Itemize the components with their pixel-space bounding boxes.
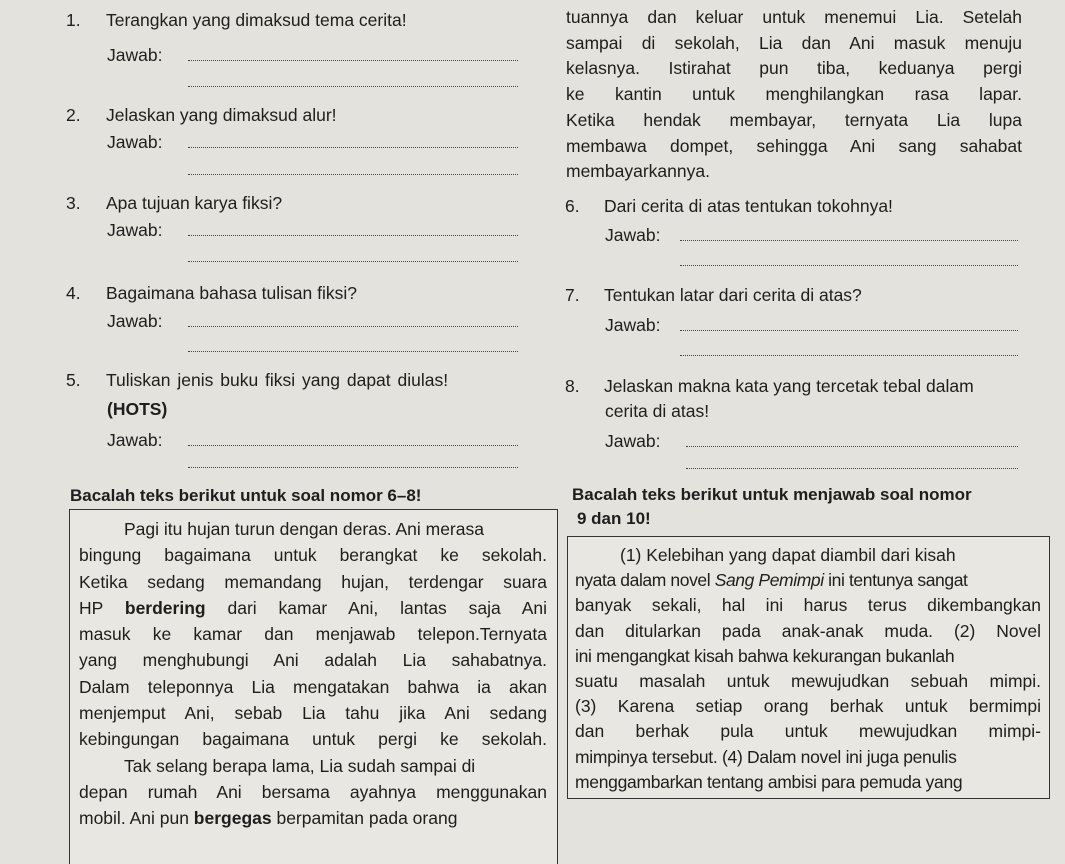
bold-word-berdering: berdering (124, 597, 206, 618)
story-box-line (79, 595, 547, 621)
story-box (69, 509, 558, 864)
story-box-line: bingung bagaimana untuk berangkat ke sekolah. (79, 545, 547, 566)
story-line: tuannya dan keluar untuk menemui Lia. Setelah (566, 7, 1022, 27)
novel-line: mimpinya tersebut. (4) Dalam novel ini juga penulis (575, 746, 957, 767)
question-4-text: Bagaimana bahasa tulisan fiksi? (106, 283, 357, 303)
answer-2-line-1[interactable] (188, 147, 518, 148)
question-4-number: 4. (66, 283, 81, 303)
answer-1-line-2[interactable] (188, 86, 518, 87)
question-3-number: 3. (66, 193, 81, 213)
novel-text-box (567, 536, 1050, 799)
question-5-hots: (HOTS) (107, 399, 168, 419)
text-fragment: ini tentunya sangat (823, 570, 968, 591)
answer-8-line-1[interactable] (686, 446, 1018, 447)
question-1-number: 1. (66, 10, 81, 30)
answer-8-label: Jawab: (605, 431, 661, 451)
question-5-number: 5. (66, 370, 81, 390)
answer-5-label: Jawab: (107, 430, 163, 450)
text-fragment: mobil. Ani pun (79, 808, 194, 829)
answer-3-label: Jawab: (107, 220, 163, 240)
answer-4-line-2[interactable] (188, 351, 518, 352)
story-box-line: Ketika sedang memandang hujan, terdengar suara (79, 571, 547, 592)
novel-line (575, 568, 1041, 593)
story-line: kelasnya. Istirahat pun tiba, keduanya pergi (566, 58, 1022, 79)
answer-8-line-2[interactable] (686, 468, 1018, 469)
text-fragment: HP (79, 597, 125, 618)
instruction-9-10-line-2: 9 dan 10! (577, 509, 651, 528)
answer-7-line-1[interactable] (680, 330, 1018, 331)
question-8-number: 8. (565, 376, 580, 396)
answer-6-line-2[interactable] (680, 265, 1018, 266)
question-7-text: Tentukan latar dari cerita di atas? (604, 285, 862, 305)
question-7-number: 7. (565, 285, 580, 305)
story-box-line (79, 805, 547, 831)
novel-line: banyak sekali, hal ini harus terus dikembangkan (575, 595, 1041, 616)
novel-line: menggambarkan tentang ambisi para pemuda yang (575, 771, 963, 792)
bold-word-bergegas: bergegas (193, 808, 272, 829)
answer-5-line-1[interactable] (188, 445, 518, 446)
story-box-line: depan rumah Ani bersama ayahnya menggunakan (79, 781, 547, 802)
novel-line: dan ditularkan pada anak-anak muda. (2) Novel (575, 620, 1041, 641)
answer-2-label: Jawab: (107, 132, 163, 152)
novel-title: Sang Pemimpi (714, 570, 824, 591)
novel-line: dan berhak pula untuk mewujudkan mimpi- (575, 721, 1041, 742)
story-box-line: masuk ke kamar dan menjawab telepon.Ternyata (79, 624, 547, 645)
story-line: sampai di sekolah, Lia dan Ani masuk menuju (566, 32, 1022, 53)
instruction-9-10-line-1: Bacalah teks berikut untuk menjawab soal nomor (572, 485, 972, 504)
novel-line: suatu masalah untuk mewujudkan sebuah mimpi. (575, 671, 1041, 692)
story-box-line: menjemput Ani, sebab Lia tahu jika Ani sedang (79, 703, 547, 724)
novel-line: (3) Karena setiap orang berhak untuk bermimpi (575, 696, 1041, 717)
answer-7-label: Jawab: (605, 315, 661, 335)
story-line: Ketika hendak membayar, ternyata Lia lupa (566, 109, 1022, 130)
story-continuation (566, 5, 1022, 185)
answer-2-line-2[interactable] (188, 174, 518, 175)
answer-3-line-2[interactable] (188, 261, 518, 262)
answer-3-line-1[interactable] (188, 235, 518, 236)
question-6-text: Dari cerita di atas tentukan tokohnya! (604, 196, 893, 216)
story-box-line: kebingungan bagaimana untuk pergi ke sekolah. (79, 729, 547, 750)
text-fragment: nyata dalam novel (575, 570, 715, 591)
answer-6-label: Jawab: (605, 225, 661, 245)
text-fragment: dari kamar Ani, lantas saja Ani (205, 597, 547, 618)
question-1-text: Terangkan yang dimaksud tema cerita! (106, 10, 407, 30)
question-8-text-cont: cerita di atas! (605, 401, 710, 421)
answer-1-line-1[interactable] (188, 60, 518, 61)
story-line: ke kantin untuk menghilangkan rasa lapar. (566, 84, 1022, 105)
answer-7-line-2[interactable] (680, 355, 1018, 356)
answer-5-line-2[interactable] (188, 467, 518, 468)
novel-line: (1) Kelebihan yang dapat diambil dari kisah (620, 545, 956, 565)
story-box-line: yang menghubungi Ani adalah Lia sahabatnya. (79, 650, 547, 671)
answer-6-line-1[interactable] (680, 240, 1018, 241)
text-fragment: berpamitan pada orang (271, 808, 458, 829)
question-2-number: 2. (66, 105, 81, 125)
story-box-line: Tak selang berapa lama, Lia sudah sampai di (124, 755, 476, 776)
novel-line: ini mengangkat kisah bahwa kekurangan bukanlah (575, 645, 955, 666)
question-2-text: Jelaskan yang dimaksud alur! (106, 105, 337, 125)
story-box-line: Pagi itu hujan turun dengan deras. Ani merasa (124, 519, 484, 539)
question-6-number: 6. (565, 196, 580, 216)
story-box-line: Dalam teleponnya Lia mengatakan bahwa ia akan (79, 676, 547, 697)
question-8-text: Jelaskan makna kata yang tercetak tebal dalam (604, 376, 974, 396)
story-line: membawa dompet, sehingga Ani sang sahabat (566, 135, 1022, 156)
instruction-6-8: Bacalah teks berikut untuk soal nomor 6–8! (70, 486, 422, 505)
answer-4-label: Jawab: (107, 311, 163, 331)
question-5-text: Tuliskan jenis buku fiksi yang dapat diulas! (106, 370, 449, 390)
question-3-text: Apa tujuan karya fiksi? (106, 193, 283, 213)
story-line: membayarkannya. (566, 161, 710, 182)
answer-4-line-1[interactable] (188, 326, 518, 327)
answer-1-label: Jawab: (107, 45, 163, 65)
